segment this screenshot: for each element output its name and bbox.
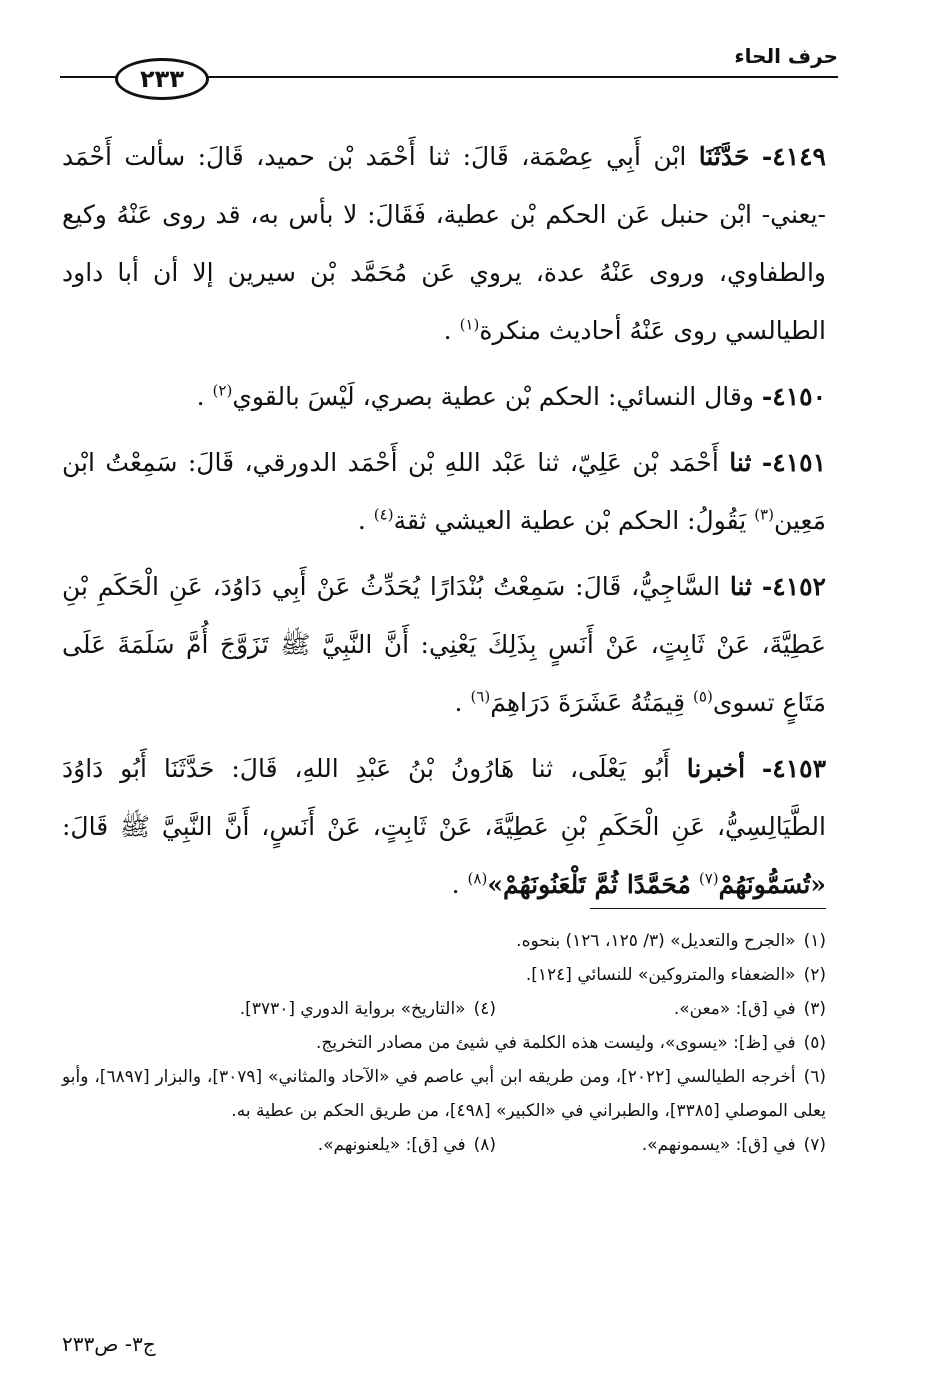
footnote-text: «الجرح والتعديل» (٣/ ١٢٥، ١٢٦) بنحوه. (516, 931, 796, 951)
footnote-number: (٤) (473, 999, 496, 1019)
volume-page-reference: ج٣- ص٢٣٣ (62, 1332, 156, 1356)
footnote-text: أخرجه الطيالسي [٢٠٢٢]، ومن طريقه ابن أبي عاصم في «الآحاد والمثاني» [٣٠٧٩]، والبزار [٦٨٩٧]، وأبو يعلى الموصلي [٣٣٨٥]، والطبراني في «الكبير» [٤٩٨]، من طريق الحكم بن عطية به. (62, 1067, 826, 1121)
entry-number: ٤١٥١- (761, 448, 826, 477)
footnote-7 (496, 1128, 826, 1162)
footnote-number: (١) (803, 931, 826, 951)
footnote-marker[interactable]: (٢) (212, 381, 233, 400)
entry-text: ابْن أَبِي عِصْمَة، قَالَ: ثنا أَحْمَد بْن حميد، قَالَ: سألت أَحْمَد -يعني- ابْن حنبل عَن الحكم بْن عطية، فَقَالَ: لا بأس به، قد روى عَنْهُ وكيع والطفاوي، وروى عَنْهُ عدة، يروي عَن مُحَمَّد بْن سيرين إلا أن أبا داود الطيالسي روى عَنْهُ أحاديث منكرة (62, 142, 826, 345)
entry-text: أَبُو يَعْلَى، ثنا هَارُونُ بْنُ عَبْدِ اللهِ، قَالَ: حَدَّثَنَا أَبُو دَاوُدَ الطَّيَالِسِيُّ، عَنِ الْحَكَمِ بْنِ عَطِيَّةَ، عَنْ ثَابِتٍ، عَنْ أَنَسٍ، أَنَّ النَّبِيَّ ﷺ قَالَ: (62, 754, 826, 841)
entry-number: ٤١٥٢- (761, 572, 826, 601)
entry-text-continued: قِيمَتُهُ عَشَرَةَ دَرَاهِمَ (490, 688, 686, 717)
footnote-marker[interactable]: (٤) (373, 505, 394, 524)
footnote-6 (62, 1060, 826, 1128)
footnote-marker[interactable]: (٧) (698, 869, 719, 888)
footnote-row-7-8 (62, 1128, 826, 1162)
main-text (62, 128, 826, 922)
entry-4151 (62, 434, 826, 550)
entry-text: وقال النسائي: الحكم بْن عطية بصري، لَيْسَ بالقوي (232, 382, 754, 411)
footnote-number: (٣) (803, 999, 826, 1019)
footnote-marker[interactable]: (٣) (754, 505, 774, 524)
transmission-keyword: حَدَّثَنَا (698, 142, 750, 171)
hadith-text: «تُسَمُّونَهُمْ (718, 870, 826, 899)
entry-end: . (454, 688, 463, 717)
footnote-text: «التاريخ» برواية الدوري [٣٧٣٠]. (239, 999, 466, 1019)
entry-number: ٤١٥٠- (761, 382, 826, 411)
transmission-keyword: أخبرنا (686, 754, 746, 783)
entry-end: . (357, 506, 366, 535)
entry-number: ٤١٥٣- (761, 754, 826, 783)
footnote-text: في [ظ]: «يسوى»، وليست هذه الكلمة في شيئ من مصادر التخريج. (316, 1033, 796, 1053)
page-number-oval (115, 58, 209, 100)
footnote-marker[interactable]: (٥) (693, 687, 713, 706)
entry-end: . (196, 382, 205, 411)
entry-end: . (443, 316, 452, 345)
running-title: حرف الحاء (734, 44, 838, 68)
footnote-marker[interactable]: (٨) (467, 869, 488, 888)
page-number: ٢٣٣ (140, 65, 184, 93)
footnote-number: (٧) (803, 1135, 826, 1155)
footnote-text: في [ق]: «يسمونهم». (641, 1135, 796, 1155)
footnote-number: (٢) (803, 965, 826, 985)
footnote-number: (٥) (803, 1033, 826, 1053)
footnote-marker[interactable]: (١) (459, 315, 480, 334)
entry-4149 (62, 128, 826, 360)
hadith-text-continued: مُحَمَّدًا ثُمَّ تَلْعَنُونَهُمْ» (487, 870, 691, 899)
footnote-text: «الضعفاء والمتروكين» للنسائي [١٢٤]. (525, 965, 796, 985)
entry-4152 (62, 558, 826, 732)
footnote-8 (166, 1128, 496, 1162)
footnote-marker[interactable]: (٦) (470, 687, 491, 706)
footnote-text: في [ق]: «يلعنونهم». (317, 1135, 466, 1155)
footnote-1 (62, 924, 826, 958)
transmission-keyword: ثنا (729, 448, 752, 477)
entry-text: أَحْمَد بْن عَلِيّ، ثنا عَبْد اللهِ بْن أَحْمَد الدورقي، قَالَ: سَمِعْتُ ابْن مَعِين (62, 448, 826, 535)
footnote-row-3-4 (62, 992, 826, 1026)
footnote-separator (590, 908, 826, 909)
entry-text: السَّاجِيُّ، قَالَ: سَمِعْتُ بُنْدَارًا يُحَدِّثُ عَنْ أَبِي دَاوُدَ، عَنِ الْحَكَمِ بْنِ عَطِيَّةَ، عَنْ ثَابِتٍ، عَنْ أَنَسٍ بِذَلِكَ يَعْنِي: أَنَّ النَّبِيَّ ﷺ تَزَوَّجَ أُمَّ سَلَمَةَ عَلَى مَتَاعٍ تسوى (62, 572, 826, 717)
footnote-number: (٦) (803, 1067, 826, 1087)
transmission-keyword: ثنا (729, 572, 753, 601)
entry-text-continued: يَقُولُ: الحكم بْن عطية العيشي ثقة (393, 506, 747, 535)
entry-number: ٤١٤٩- (761, 142, 826, 171)
entry-4153 (62, 740, 826, 914)
footnote-4 (166, 992, 496, 1026)
footnote-3 (496, 992, 826, 1026)
footnote-5 (62, 1026, 826, 1060)
entry-4150 (62, 368, 826, 426)
entry-end: . (451, 870, 460, 899)
footnote-2 (62, 958, 826, 992)
footnote-number: (٨) (473, 1135, 496, 1155)
footnotes (62, 924, 826, 1162)
footnote-text: في [ق]: «معن». (673, 999, 796, 1019)
